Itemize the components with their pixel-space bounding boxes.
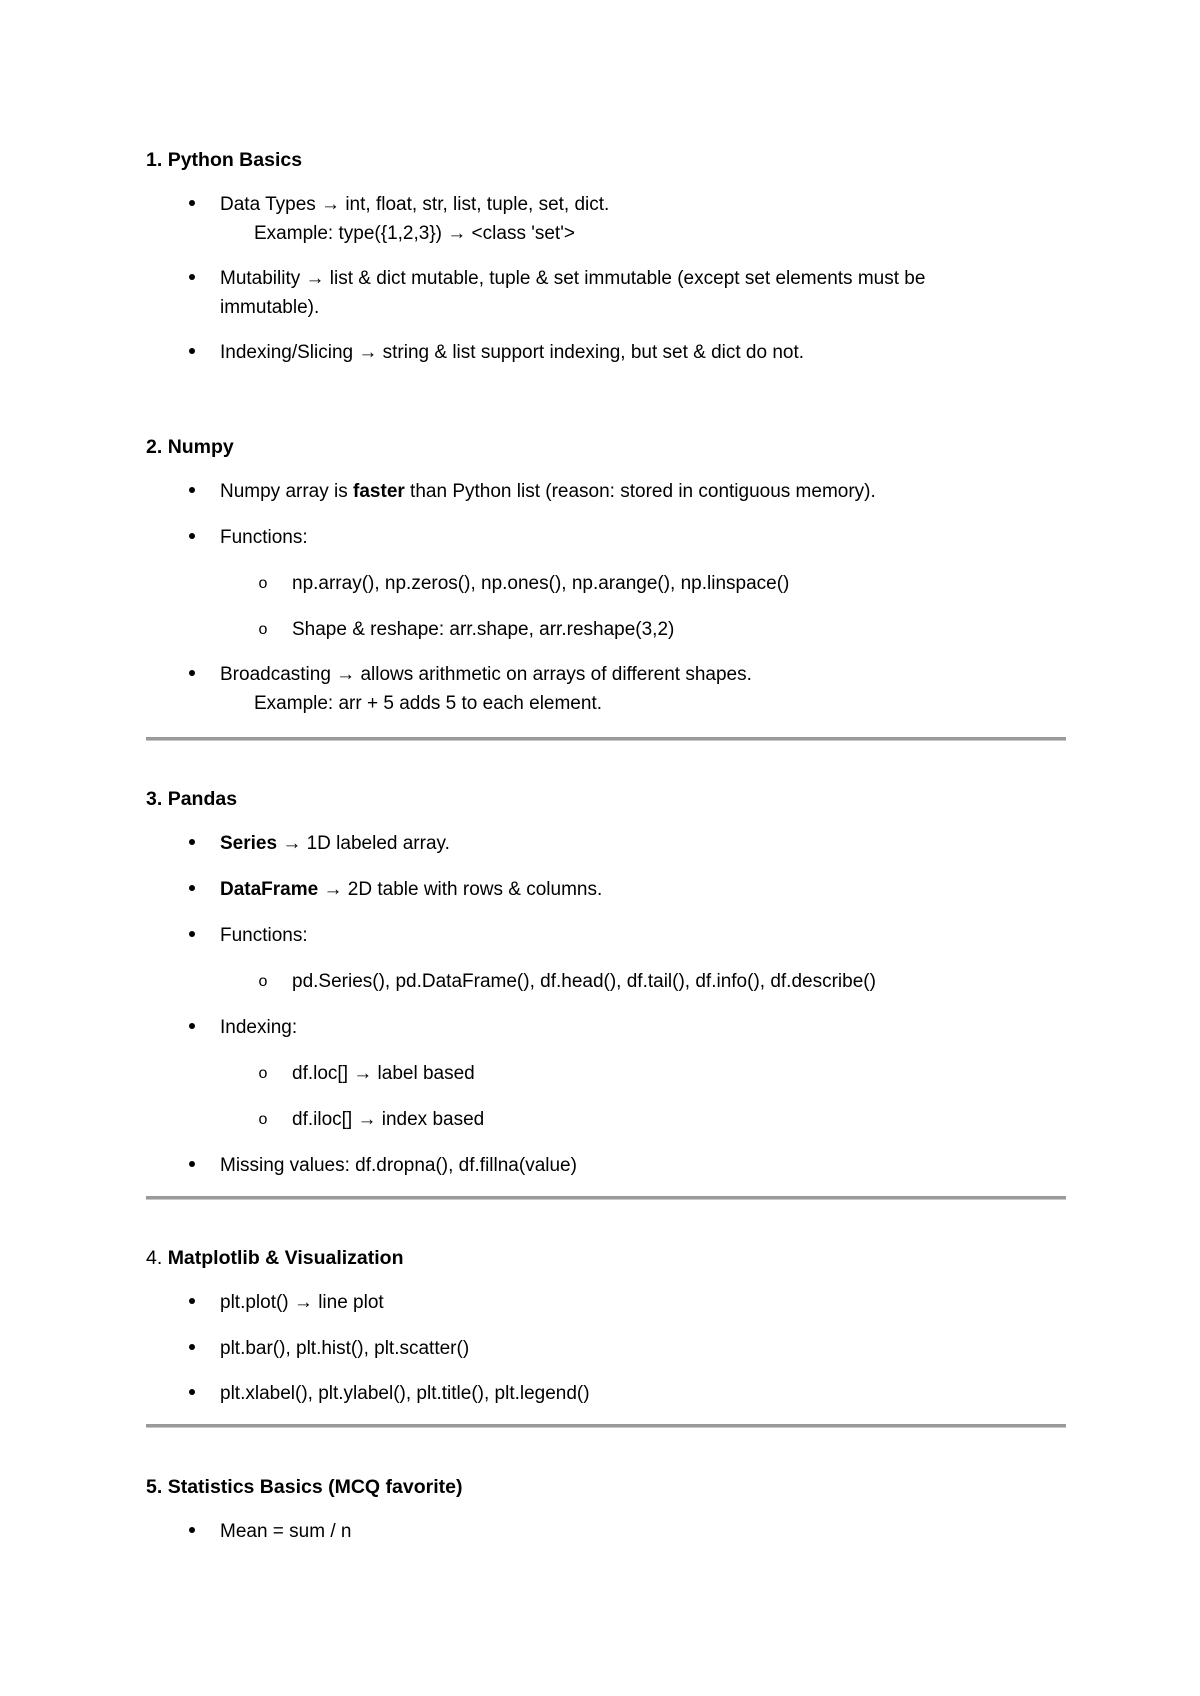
- circle-bullet-icon: o: [258, 973, 268, 990]
- list-item-text: Functions:: [220, 527, 308, 548]
- bullet-icon: [184, 921, 200, 950]
- list-item-text: Numpy array is faster than Python list (reason: stored in contiguous memory).: [220, 481, 876, 502]
- bullet-icon: [184, 190, 200, 219]
- example-line: Example: arr + 5 adds 5 to each element.: [254, 693, 603, 714]
- bullet-icon: [184, 1288, 200, 1317]
- list-item-text: Indexing:: [220, 1017, 298, 1038]
- list-item-text: Functions:: [220, 925, 308, 946]
- circle-bullet-icon: o: [258, 621, 268, 638]
- bullet-icon: [184, 338, 200, 367]
- horizontal-divider: [146, 737, 1066, 741]
- bullet-icon: [184, 1379, 200, 1408]
- section-number: 3.: [146, 788, 163, 810]
- section-title: Numpy: [167, 436, 234, 458]
- section-heading: [146, 148, 302, 172]
- section-heading: [146, 1475, 462, 1499]
- section-heading: [146, 787, 237, 811]
- section-heading: [146, 435, 234, 459]
- section-number: 4.: [146, 1247, 163, 1269]
- bullet-icon: [184, 264, 200, 293]
- bullet-icon: [184, 523, 200, 552]
- list-item-text: Series → 1D labeled array.: [220, 833, 450, 854]
- list-item-text: plt.bar(), plt.hist(), plt.scatter(): [220, 1338, 470, 1359]
- section-number: 2.: [146, 436, 163, 458]
- bullet-icon: [184, 660, 200, 689]
- sub-list-item-text: pd.Series(), pd.DataFrame(), df.head(), df.tail(), df.info(), df.describe(): [292, 971, 876, 992]
- section-title: Matplotlib & Visualization: [167, 1247, 404, 1269]
- horizontal-divider: [146, 1424, 1066, 1428]
- term-text: Series: [220, 833, 278, 854]
- sub-list-item-text: df.iloc[] → index based: [292, 1109, 485, 1130]
- list-item-text: Indexing/Slicing → string & list support indexing, but set & dict do not.: [220, 342, 805, 363]
- bullet-icon: [184, 1151, 200, 1180]
- circle-bullet-icon: o: [258, 1065, 268, 1082]
- sub-list-item-text: np.array(), np.zeros(), np.ones(), np.arange(), np.linspace(): [292, 573, 790, 594]
- bullet-icon: [184, 1334, 200, 1363]
- list-item-text: Mean = sum / n: [220, 1521, 352, 1542]
- list-item-text: plt.xlabel(), plt.ylabel(), plt.title(), plt.legend(): [220, 1383, 590, 1404]
- example-line: Example: type({1,2,3}) → <class 'set'>: [254, 223, 575, 244]
- list-item-text: Missing values: df.dropna(), df.fillna(value): [220, 1155, 577, 1176]
- section-title: Statistics Basics (MCQ favorite): [167, 1476, 463, 1498]
- term-text: DataFrame: [220, 879, 319, 900]
- bullet-icon: [184, 829, 200, 858]
- list-item-text: Data Types → int, float, str, list, tuple, set, dict.: [220, 194, 610, 215]
- section-number: 5.: [146, 1476, 163, 1498]
- bullet-icon: [184, 1517, 200, 1546]
- circle-bullet-icon: o: [258, 1111, 268, 1128]
- horizontal-divider: [146, 1196, 1066, 1200]
- section-title: Python Basics: [167, 149, 303, 171]
- section-number: 1.: [146, 149, 163, 171]
- list-item-text: DataFrame → 2D table with rows & columns.: [220, 879, 603, 900]
- list-item-text: plt.plot() → line plot: [220, 1292, 384, 1313]
- circle-bullet-icon: o: [258, 575, 268, 592]
- sub-list-item-text: df.loc[] → label based: [292, 1063, 475, 1084]
- bullet-icon: [184, 477, 200, 506]
- bullet-icon: [184, 875, 200, 904]
- list-item-text-continued: immutable).: [220, 297, 320, 318]
- section-title: Pandas: [167, 788, 238, 810]
- bullet-icon: [184, 1013, 200, 1042]
- sub-list-item-text: Shape & reshape: arr.shape, arr.reshape(3,2): [292, 619, 675, 640]
- section-heading: [146, 1246, 404, 1270]
- emphasis-text: faster: [353, 481, 405, 502]
- list-item-text: Broadcasting → allows arithmetic on arrays of different shapes.: [220, 664, 752, 685]
- list-item-text: Mutability → list & dict mutable, tuple & set immutable (except set elements must be: [220, 268, 926, 289]
